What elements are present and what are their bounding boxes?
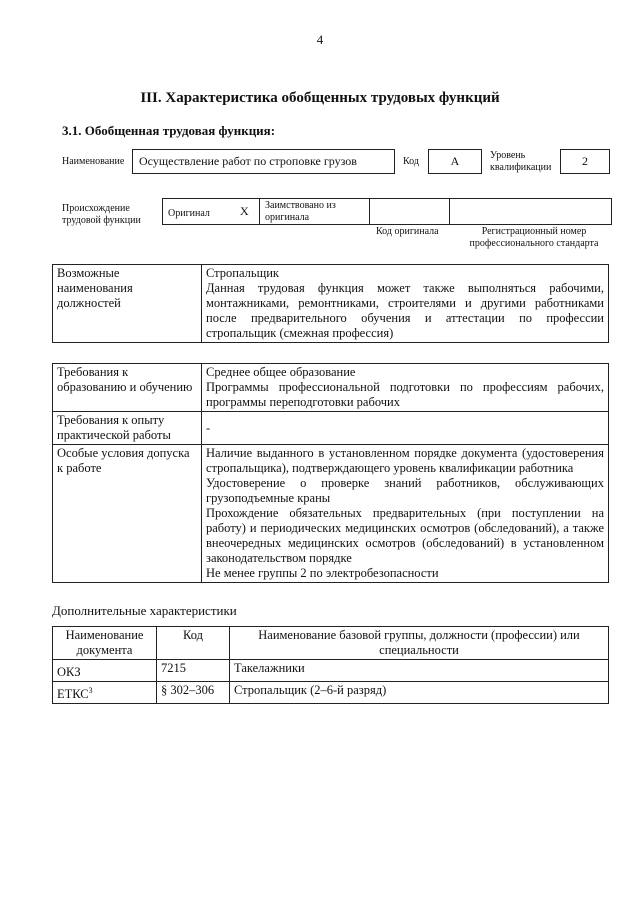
- positions-content: [202, 265, 609, 343]
- row-code: 7215: [157, 660, 230, 682]
- table-row: [53, 660, 609, 682]
- conditions-label: Особые условия допуска к работе: [53, 445, 202, 583]
- additional-heading: Дополнительные характеристики: [52, 603, 237, 618]
- page-number: 4: [316, 32, 324, 47]
- code-original-label: Код оригинала: [376, 226, 439, 237]
- education-line2: Программы профессиональной подготовки по профессиям рабочих, программы переподготовки рабочих: [206, 380, 604, 409]
- origin-label: [62, 203, 141, 227]
- name-label: Наименование: [62, 156, 125, 167]
- positions-title: Стропальщик: [206, 266, 279, 280]
- doc-name: ЕТКС: [57, 687, 89, 702]
- borrowed-label-line1: Заимствовано из: [265, 200, 336, 211]
- divider: [259, 199, 260, 224]
- level-value: 2: [582, 154, 588, 168]
- function-name-box: [132, 149, 395, 174]
- requirements-table: [52, 363, 609, 583]
- experience-value: -: [202, 412, 609, 445]
- code-box: [428, 149, 482, 174]
- row-doc: [53, 660, 157, 682]
- doc-name: ОКЗ: [57, 665, 81, 680]
- origin-label-line2: трудовой функции: [62, 215, 141, 226]
- reg-number-line1: Регистрационный номер: [481, 226, 587, 237]
- additional-table: [52, 626, 609, 704]
- row-code: § 302–306: [157, 682, 230, 704]
- education-line1: Среднее общее образование: [206, 365, 356, 379]
- reg-number-label: [458, 226, 610, 250]
- divider: [369, 199, 370, 224]
- code-label: Код: [403, 156, 419, 167]
- origin-table: [162, 198, 612, 225]
- original-mark: X: [240, 204, 249, 218]
- code-value: А: [450, 154, 460, 168]
- table-row: [53, 682, 609, 704]
- col-doc-header: Наименование документа: [53, 627, 157, 660]
- origin-label-line1: Происхождение: [62, 203, 130, 214]
- level-label-line2: квалификации: [490, 162, 552, 173]
- footnote-mark: 3: [88, 686, 93, 696]
- positions-text: Данная трудовая функция может также выполняться рабочими, монтажниками, ремонтниками, строителями и другими работниками после предварительного обучения и аттестации по профессии стропальщик (смежная профессия): [206, 281, 604, 340]
- subsection-title: 3.1. Обобщенная трудовая функция:: [62, 123, 276, 138]
- col-code-header: Код: [157, 627, 230, 660]
- row-name: Стропальщик (2–6-й разряд): [230, 682, 609, 704]
- row-doc: [53, 682, 157, 704]
- condition-item: Прохождение обязательных предварительных (при поступлении на работу) и периодических медицинских осмотров (обследований), а также внеочередных медицинских осмотров (обследований) в установленном законодательством порядке: [206, 506, 604, 565]
- condition-item: Удостоверение о проверке знаний работников, обслуживающих грузоподъемные краны: [206, 476, 604, 505]
- education-content: [202, 364, 609, 412]
- level-label: [490, 150, 551, 174]
- positions-label: Возможные наименования должностей: [53, 265, 202, 343]
- level-box: [560, 149, 610, 174]
- function-name-value: Осуществление работ по строповке грузов: [139, 154, 357, 168]
- original-label: Оригинал: [168, 208, 210, 219]
- level-label-line1: Уровень: [490, 150, 526, 161]
- section-title: III. Характеристика обобщенных трудовых функций: [140, 90, 500, 106]
- borrowed-label-line2: оригинала: [265, 212, 310, 223]
- condition-item: Не менее группы 2 по электробезопасности: [206, 566, 439, 580]
- conditions-content: [202, 445, 609, 583]
- education-label: Требования к образованию и обучению: [53, 364, 202, 412]
- row-name: Такелажники: [230, 660, 609, 682]
- col-name-header: Наименование базовой группы, должности (профессии) или специальности: [230, 627, 609, 660]
- reg-number-line2: профессионального стандарта: [469, 238, 599, 249]
- experience-label: Требования к опыту практической работы: [53, 412, 202, 445]
- positions-table: [52, 264, 609, 343]
- condition-item: Наличие выданного в установленном порядке документа (удостоверения стропальщика), подтверждающего уровень квалификации работника: [206, 446, 604, 475]
- borrowed-label: [265, 200, 336, 224]
- divider: [449, 199, 450, 224]
